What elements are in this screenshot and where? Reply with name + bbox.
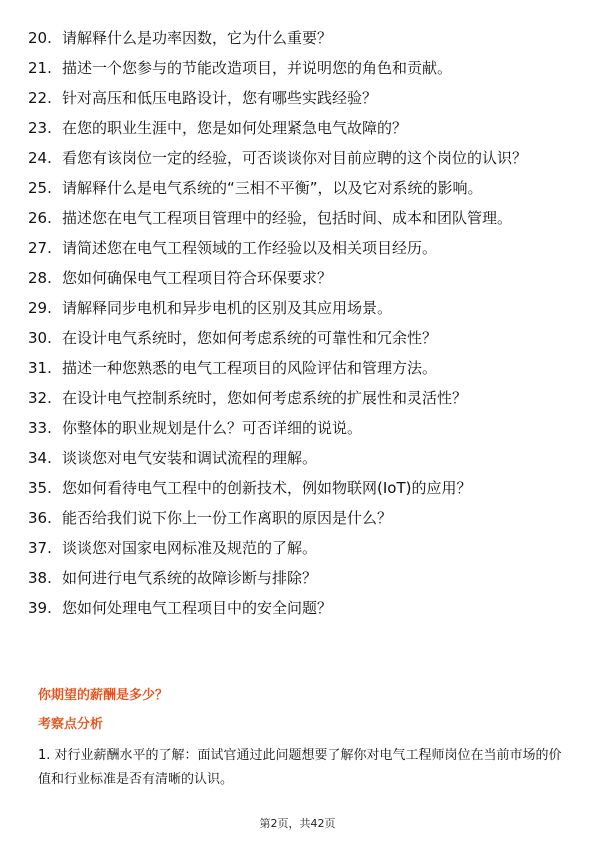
question-item	[28, 206, 558, 230]
question-text: 请解释同步电机和异步电机的区别及其应用场景。	[62, 299, 393, 317]
question-text: 描述一种您熟悉的电气工程项目的风险评估和管理方法。	[62, 359, 438, 377]
question-text: 在设计电气控制系统时，您如何考虑系统的扩展性和灵活性？	[62, 389, 468, 407]
question-item	[28, 86, 558, 110]
question-text: 您如何处理电气工程项目中的安全问题？	[62, 599, 333, 617]
question-text: 描述您在电气工程项目管理中的经验，包括时间、成本和团队管理。	[62, 209, 513, 227]
question-text: 如何进行电气系统的故障诊断与排除？	[62, 569, 318, 587]
question-item	[28, 566, 558, 590]
question-number: 25.	[28, 179, 52, 197]
question-item	[28, 176, 558, 200]
question-number: 27.	[28, 239, 52, 257]
question-number: 20.	[28, 29, 52, 47]
question-item	[28, 116, 558, 140]
question-text: 针对高压和低压电路设计，您有哪些实践经验？	[62, 89, 378, 107]
question-number: 37.	[28, 539, 52, 557]
question-item	[28, 476, 558, 500]
question-text: 在您的职业生涯中，您是如何处理紧急电气故障的？	[62, 119, 408, 137]
sub-heading: 考察点分析	[38, 717, 104, 732]
question-item	[28, 416, 558, 440]
question-item	[28, 296, 558, 320]
question-number: 31.	[28, 359, 52, 377]
question-number: 33.	[28, 419, 52, 437]
question-number: 34.	[28, 449, 52, 467]
question-item	[28, 506, 558, 530]
question-text: 能否给我们说下你上一份工作离职的原因是什么？	[62, 509, 393, 527]
question-text: 请解释什么是电气系统的“三相不平衡”，以及它对系统的影响。	[62, 179, 483, 197]
question-item	[28, 386, 558, 410]
question-text: 请简述您在电气工程领域的工作经验以及相关项目经历。	[62, 239, 438, 257]
question-number: 23.	[28, 119, 52, 137]
question-number: 39.	[28, 599, 52, 617]
question-number: 21.	[28, 59, 52, 77]
question-number: 28.	[28, 269, 52, 287]
question-number: 32.	[28, 389, 52, 407]
question-number: 30.	[28, 329, 52, 347]
question-item	[28, 26, 558, 50]
question-text: 请解释什么是功率因数，它为什么重要？	[62, 29, 333, 47]
question-number: 26.	[28, 209, 52, 227]
question-number: 38.	[28, 569, 52, 587]
analysis-paragraph: 1. 对行业薪酬水平的了解：面试官通过此问题想要了解你对电气工程师岗位在当前市场的价值和行业标准是否有清晰的认识。	[38, 748, 562, 787]
question-text: 谈谈您对国家电网标准及规范的了解。	[62, 539, 318, 557]
question-item	[28, 536, 558, 560]
question-item	[28, 56, 558, 80]
question-text: 看您有该岗位一定的经验，可否谈谈你对目前应聘的这个岗位的认识？	[62, 149, 528, 167]
question-number: 29.	[28, 299, 52, 317]
question-number: 36.	[28, 509, 52, 527]
question-item	[28, 326, 558, 350]
section-heading: 你期望的薪酬是多少？	[38, 688, 169, 703]
question-item	[28, 266, 558, 290]
question-text: 描述一个您参与的节能改造项目，并说明您的角色和贡献。	[62, 59, 453, 77]
question-list	[28, 26, 558, 626]
question-item	[28, 236, 558, 260]
question-text: 你整体的职业规划是什么？可否详细的说说。	[62, 419, 363, 437]
page-footer: 第2页，共42页	[259, 817, 336, 830]
question-number: 24.	[28, 149, 52, 167]
question-number: 35.	[28, 479, 52, 497]
question-text: 在设计电气系统时，您如何考虑系统的可靠性和冗余性？	[62, 329, 438, 347]
question-text: 您如何确保电气工程项目符合环保要求？	[62, 269, 333, 287]
question-text: 您如何看待电气工程中的创新技术，例如物联网(IoT)的应用？	[62, 479, 472, 497]
question-item	[28, 446, 558, 470]
question-text: 谈谈您对电气安装和调试流程的理解。	[62, 449, 318, 467]
question-item	[28, 596, 558, 620]
question-item	[28, 356, 558, 380]
question-item	[28, 146, 558, 170]
question-number: 22.	[28, 89, 52, 107]
